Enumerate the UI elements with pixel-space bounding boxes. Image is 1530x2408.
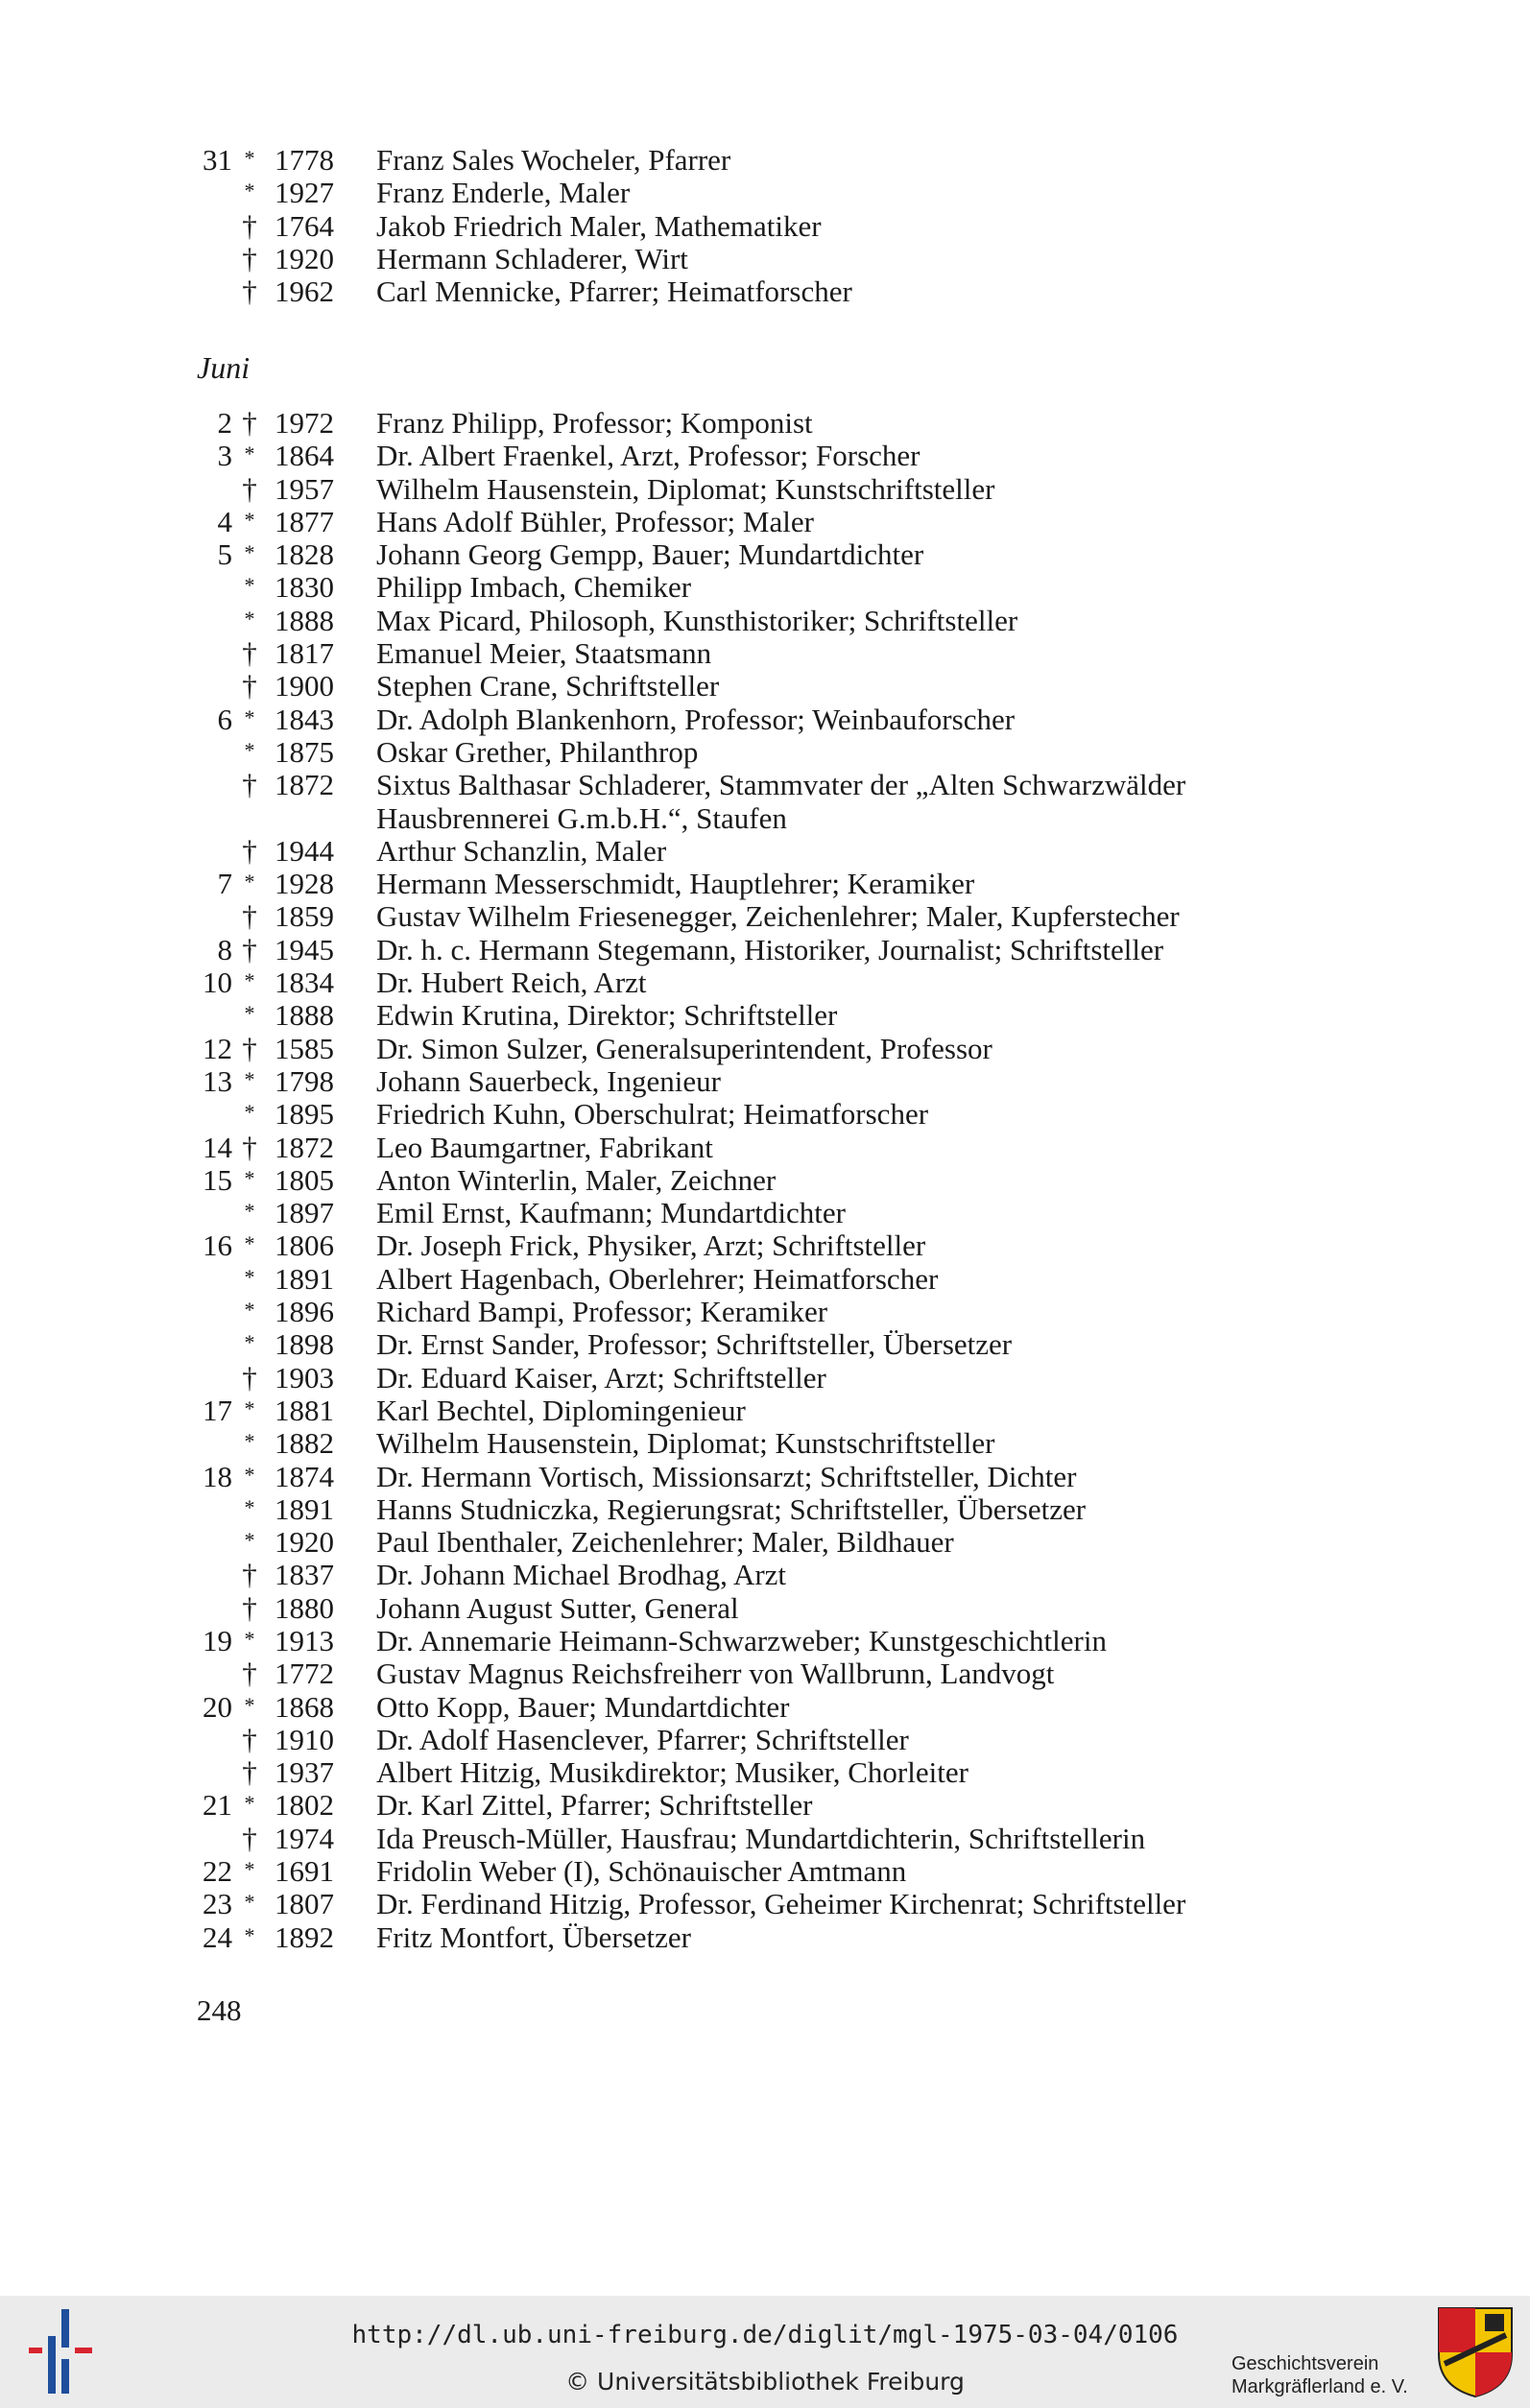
entry-day: 19 xyxy=(203,1623,232,1657)
entry-day: 21 xyxy=(203,1788,232,1823)
birth-marker: * xyxy=(244,1330,255,1355)
entry-day: 6 xyxy=(217,702,232,736)
entry-year: 1859 xyxy=(275,899,334,934)
entry-row xyxy=(192,243,1401,275)
entry-row xyxy=(192,1559,1401,1591)
entry-year: 1898 xyxy=(275,1327,334,1362)
entry-day: 3 xyxy=(217,439,232,473)
entry-row xyxy=(192,1328,1401,1361)
entry-text: Paul Ibenthaler, Zeichenlehrer; Maler, Bildhauer xyxy=(376,1525,954,1560)
entry-row xyxy=(192,868,1401,900)
birth-marker: * xyxy=(244,606,255,631)
entry-row xyxy=(192,275,1401,308)
entry-day: 24 xyxy=(203,1919,232,1954)
entry-row xyxy=(192,999,1401,1032)
death-marker: † xyxy=(242,471,257,506)
death-marker: † xyxy=(242,1558,257,1592)
entry-row xyxy=(192,1427,1401,1460)
entry-year: 1874 xyxy=(275,1459,334,1493)
entry-row xyxy=(192,1065,1401,1098)
entry-day: 20 xyxy=(203,1689,232,1724)
entry-text: Fridolin Weber (I), Schönauischer Amtmann xyxy=(376,1854,907,1889)
birth-marker: * xyxy=(244,704,255,729)
entry-row xyxy=(192,900,1401,933)
entry-text: Hermann Messerschmidt, Hauptlehrer; Keramiker xyxy=(376,867,975,901)
society-line-2: Markgräflerland e. V. xyxy=(1231,2376,1408,2397)
entry-year: 1920 xyxy=(275,1525,334,1560)
entry-day: 15 xyxy=(203,1162,232,1197)
entry-row xyxy=(192,571,1401,604)
society-line-1: Geschichtsverein xyxy=(1231,2353,1379,2374)
month-heading: Juni xyxy=(197,350,251,385)
entry-text: Albert Hagenbach, Oberlehrer; Heimatforscher xyxy=(376,1261,939,1296)
entry-text: Otto Kopp, Bauer; Mundartdichter xyxy=(376,1689,790,1724)
entry-text: Dr. Ferdinand Hitzig, Professor, Geheimer Kirchenrat; Schriftsteller xyxy=(376,1887,1186,1921)
entry-row xyxy=(192,605,1401,637)
entry-year: 1778 xyxy=(275,143,334,177)
entry-text: Dr. Albert Fraenkel, Arzt, Professor; Forscher xyxy=(376,439,920,473)
entry-text: Wilhelm Hausenstein, Diplomat; Kunstschriftsteller xyxy=(376,1426,995,1461)
entry-day: 18 xyxy=(203,1459,232,1493)
birth-marker: * xyxy=(244,573,255,598)
entry-row xyxy=(192,1921,1401,1954)
birth-marker: * xyxy=(244,1199,255,1224)
entry-year: 1888 xyxy=(275,603,334,637)
death-marker: † xyxy=(242,1657,257,1691)
birth-marker: * xyxy=(244,968,255,993)
entry-year: 1764 xyxy=(275,208,334,243)
entry-year: 1882 xyxy=(275,1426,334,1461)
entry-year: 1928 xyxy=(275,867,334,901)
birth-marker: * xyxy=(244,1494,255,1519)
entry-day: 12 xyxy=(203,1031,232,1065)
entry-text: Dr. Joseph Frick, Physiker, Arzt; Schriftsteller xyxy=(376,1228,926,1263)
entry-day: 23 xyxy=(203,1887,232,1921)
entry-year: 1897 xyxy=(275,1196,334,1230)
entry-text: Ida Preusch-Müller, Hausfrau; Mundartdichterin, Schriftstellerin xyxy=(376,1821,1146,1855)
birth-marker: * xyxy=(244,870,255,894)
entry-row xyxy=(192,1888,1401,1920)
birth-marker: * xyxy=(244,1001,255,1026)
birth-marker: * xyxy=(244,1231,255,1256)
entry-list-may xyxy=(192,144,1401,308)
entry-year: 1872 xyxy=(275,1130,334,1164)
entry-row xyxy=(192,769,1401,801)
entry-row xyxy=(192,1756,1401,1789)
death-marker: † xyxy=(242,241,257,275)
birth-marker: * xyxy=(244,1857,255,1882)
entry-day: 17 xyxy=(203,1393,232,1427)
entry-year: 1877 xyxy=(275,504,334,538)
death-marker: † xyxy=(242,208,257,243)
death-marker: † xyxy=(242,1722,257,1756)
entry-row xyxy=(192,736,1401,769)
death-marker: † xyxy=(242,406,257,440)
entry-row xyxy=(192,1263,1401,1296)
entry-text: Edwin Krutina, Direktor; Schriftsteller xyxy=(376,998,838,1033)
entry-text: Franz Enderle, Maler xyxy=(376,176,631,210)
entry-text: Leo Baumgartner, Fabrikant xyxy=(376,1130,713,1164)
entry-row xyxy=(192,1855,1401,1888)
birth-marker: * xyxy=(244,1626,255,1651)
birth-marker: * xyxy=(244,1890,255,1915)
birth-marker: * xyxy=(244,179,255,203)
entry-year: 1910 xyxy=(275,1722,334,1756)
death-marker: † xyxy=(242,768,257,802)
entry-row xyxy=(192,506,1401,538)
birth-marker: * xyxy=(244,1528,255,1553)
death-marker: † xyxy=(242,636,257,671)
entry-row xyxy=(192,407,1401,440)
entry-day: 7 xyxy=(217,867,232,901)
entry-row xyxy=(192,802,1401,835)
entry-list-june xyxy=(192,407,1401,1954)
birth-marker: * xyxy=(244,1791,255,1816)
entry-text: Albert Hitzig, Musikdirektor; Musiker, Chorleiter xyxy=(376,1755,968,1790)
entry-text: Hausbrennerei G.m.b.H.“, Staufen xyxy=(376,800,787,835)
entry-text: Jakob Friedrich Maler, Mathematiker xyxy=(376,208,822,243)
entry-text: Philipp Imbach, Chemiker xyxy=(376,570,692,605)
entry-text: Dr. h. c. Hermann Stegemann, Historiker, Journalist; Schriftsteller xyxy=(376,932,1164,966)
entry-text: Dr. Adolph Blankenhorn, Professor; Weinbauforscher xyxy=(376,702,1016,736)
entry-year: 1888 xyxy=(275,998,334,1033)
death-marker: † xyxy=(242,1360,257,1395)
death-marker: † xyxy=(242,1590,257,1625)
birth-marker: * xyxy=(244,146,255,170)
entry-row xyxy=(192,1461,1401,1493)
entry-text: Anton Winterlin, Maler, Zeichner xyxy=(376,1162,777,1197)
entry-text: Karl Bechtel, Diplomingenieur xyxy=(376,1393,746,1427)
entry-row xyxy=(192,538,1401,571)
entry-text: Oskar Grether, Philanthrop xyxy=(376,734,699,769)
entry-year: 1913 xyxy=(275,1623,334,1657)
entry-row xyxy=(192,934,1401,966)
entry-year: 1807 xyxy=(275,1887,334,1921)
birth-marker: * xyxy=(244,1066,255,1091)
birth-marker: * xyxy=(244,1264,255,1289)
entry-year: 1944 xyxy=(275,833,334,868)
entry-year: 1972 xyxy=(275,406,334,440)
entry-text: Fritz Montfort, Übersetzer xyxy=(376,1919,691,1954)
entry-year: 1585 xyxy=(275,1031,334,1065)
death-marker: † xyxy=(242,274,257,309)
entry-row xyxy=(192,1197,1401,1229)
entry-row xyxy=(192,835,1401,868)
entry-text: Stephen Crane, Schriftsteller xyxy=(376,669,720,703)
birth-marker: * xyxy=(244,1462,255,1487)
entry-row xyxy=(192,1296,1401,1328)
entry-year: 1864 xyxy=(275,439,334,473)
entry-text: Hermann Schladerer, Wirt xyxy=(376,241,688,275)
entry-year: 1805 xyxy=(275,1162,334,1197)
entry-day: 2 xyxy=(217,406,232,440)
entry-year: 1881 xyxy=(275,1393,334,1427)
death-marker: † xyxy=(242,932,257,966)
entry-year: 1817 xyxy=(275,636,334,671)
entry-day: 4 xyxy=(217,504,232,538)
entry-day: 31 xyxy=(203,143,232,177)
entry-year: 1895 xyxy=(275,1097,334,1132)
death-marker: † xyxy=(242,833,257,868)
entry-day: 5 xyxy=(217,537,232,572)
birth-marker: * xyxy=(244,1395,255,1420)
entry-row xyxy=(192,144,1401,177)
entry-text: Dr. Hermann Vortisch, Missionsarzt; Schriftsteller, Dichter xyxy=(376,1459,1077,1493)
entry-year: 1868 xyxy=(275,1689,334,1724)
entry-day: 22 xyxy=(203,1854,232,1889)
birth-marker: * xyxy=(244,1298,255,1323)
entry-text: Dr. Annemarie Heimann-Schwarzweber; Kunstgeschichtlerin xyxy=(376,1623,1107,1657)
source-url-link[interactable]: http://dl.ub.uni-freiburg.de/diglit/mgl-1975-03-04/0106 xyxy=(351,2321,1179,2349)
birth-marker: * xyxy=(244,441,255,466)
entry-text: Dr. Adolf Hasenclever, Pfarrer; Schriftsteller xyxy=(376,1722,909,1756)
entry-row xyxy=(192,1033,1401,1065)
entry-row xyxy=(192,1526,1401,1559)
death-marker: † xyxy=(242,1130,257,1164)
entry-day: 8 xyxy=(217,932,232,966)
entry-row xyxy=(192,1164,1401,1197)
entry-year: 1920 xyxy=(275,241,334,275)
entry-text: Johann Sauerbeck, Ingenieur xyxy=(376,1063,721,1098)
entry-text: Emanuel Meier, Staatsmann xyxy=(376,636,712,671)
entry-day: 13 xyxy=(203,1063,232,1098)
entry-row xyxy=(192,966,1401,999)
entry-row xyxy=(192,440,1401,472)
entry-row xyxy=(192,1592,1401,1625)
entry-text: Carl Mennicke, Pfarrer; Heimatforscher xyxy=(376,274,852,309)
entry-text: Dr. Karl Zittel, Pfarrer; Schriftsteller xyxy=(376,1788,813,1823)
entry-year: 1903 xyxy=(275,1360,334,1395)
birth-marker: * xyxy=(244,507,255,532)
birth-marker: * xyxy=(244,1692,255,1717)
entry-text: Max Picard, Philosoph, Kunsthistoriker; Schriftsteller xyxy=(376,603,1018,637)
entry-row xyxy=(192,703,1401,736)
entry-text: Wilhelm Hausenstein, Diplomat; Kunstschriftsteller xyxy=(376,471,995,506)
entry-row xyxy=(192,1362,1401,1395)
entry-row xyxy=(192,670,1401,703)
entry-day: 10 xyxy=(203,966,232,1000)
entry-text: Dr. Hubert Reich, Arzt xyxy=(376,966,647,1000)
entry-year: 1802 xyxy=(275,1788,334,1823)
entry-row xyxy=(192,1132,1401,1164)
entry-year: 1691 xyxy=(275,1854,334,1889)
entry-row xyxy=(192,1229,1401,1262)
entry-year: 1896 xyxy=(275,1295,334,1329)
entry-year: 1875 xyxy=(275,734,334,769)
death-marker: † xyxy=(242,1821,257,1855)
entry-day: 14 xyxy=(203,1130,232,1164)
entry-year: 1891 xyxy=(275,1261,334,1296)
entry-year: 1828 xyxy=(275,537,334,572)
entry-row xyxy=(192,1724,1401,1756)
entry-year: 1891 xyxy=(275,1491,334,1526)
entry-text: Franz Sales Wocheler, Pfarrer xyxy=(376,143,731,177)
entry-year: 1806 xyxy=(275,1228,334,1263)
entry-text: Sixtus Balthasar Schladerer, Stammvater der „Alten Schwarzwälder xyxy=(376,768,1186,802)
entry-year: 1962 xyxy=(275,274,334,309)
death-marker: † xyxy=(242,899,257,934)
entry-row xyxy=(192,1493,1401,1526)
entry-text: Dr. Eduard Kaiser, Arzt; Schriftsteller xyxy=(376,1360,826,1395)
death-marker: † xyxy=(242,1755,257,1790)
entry-text: Franz Philipp, Professor; Komponist xyxy=(376,406,813,440)
birth-marker: * xyxy=(244,737,255,762)
entry-row xyxy=(192,473,1401,506)
entry-year: 1837 xyxy=(275,1558,334,1592)
entry-text: Hans Adolf Bühler, Professor; Maler xyxy=(376,504,814,538)
entry-row xyxy=(192,1098,1401,1131)
entry-year: 1937 xyxy=(275,1755,334,1790)
entry-text: Richard Bampi, Professor; Keramiker xyxy=(376,1295,828,1329)
birth-marker: * xyxy=(244,540,255,565)
entry-text: Johann August Sutter, General xyxy=(376,1590,739,1625)
entry-row xyxy=(192,637,1401,670)
entry-text: Dr. Simon Sulzer, Generalsuperintendent, Professor xyxy=(376,1031,992,1065)
entry-year: 1880 xyxy=(275,1590,334,1625)
entry-year: 1830 xyxy=(275,570,334,605)
death-marker: † xyxy=(242,669,257,703)
entry-text: Johann Georg Gempp, Bauer; Mundartdichter xyxy=(376,537,924,572)
birth-marker: * xyxy=(244,1922,255,1947)
entry-text: Dr. Johann Michael Brodhag, Arzt xyxy=(376,1558,787,1592)
entry-year: 1834 xyxy=(275,966,334,1000)
entry-year: 1892 xyxy=(275,1919,334,1954)
entry-year: 1900 xyxy=(275,669,334,703)
entry-text: Arthur Schanzlin, Maler xyxy=(376,833,667,868)
entry-text: Gustav Magnus Reichsfreiherr von Wallbrunn, Landvogt xyxy=(376,1657,1055,1691)
entry-year: 1872 xyxy=(275,768,334,802)
entry-row xyxy=(192,1823,1401,1855)
entry-year: 1798 xyxy=(275,1063,334,1098)
entry-row xyxy=(192,1395,1401,1427)
death-marker: † xyxy=(242,1031,257,1065)
birth-marker: * xyxy=(244,1165,255,1190)
entry-day: 16 xyxy=(203,1228,232,1263)
entry-year: 1974 xyxy=(275,1821,334,1855)
entry-row xyxy=(192,1657,1401,1690)
entry-row xyxy=(192,1625,1401,1657)
entry-text: Friedrich Kuhn, Oberschulrat; Heimatforscher xyxy=(376,1097,929,1132)
entry-year: 1945 xyxy=(275,932,334,966)
entry-text: Emil Ernst, Kaufmann; Mundartdichter xyxy=(376,1196,846,1230)
entry-row xyxy=(192,1691,1401,1724)
entry-year: 1843 xyxy=(275,702,334,736)
entry-row xyxy=(192,177,1401,209)
entry-year: 1927 xyxy=(275,176,334,210)
entry-row xyxy=(192,210,1401,243)
copyright-text: © Universitätsbibliothek Freiburg xyxy=(565,2368,965,2396)
entry-year: 1772 xyxy=(275,1657,334,1691)
entry-text: Gustav Wilhelm Friesenegger, Zeichenlehrer; Maler, Kupferstecher xyxy=(376,899,1180,934)
birth-marker: * xyxy=(244,1429,255,1454)
page-number: 248 xyxy=(197,1993,242,2027)
entry-year: 1957 xyxy=(275,471,334,506)
birth-marker: * xyxy=(244,1100,255,1125)
entry-text: Hanns Studniczka, Regierungsrat; Schriftsteller, Übersetzer xyxy=(376,1491,1087,1526)
entry-row xyxy=(192,1789,1401,1822)
entry-text: Dr. Ernst Sander, Professor; Schriftsteller, Übersetzer xyxy=(376,1327,1013,1362)
